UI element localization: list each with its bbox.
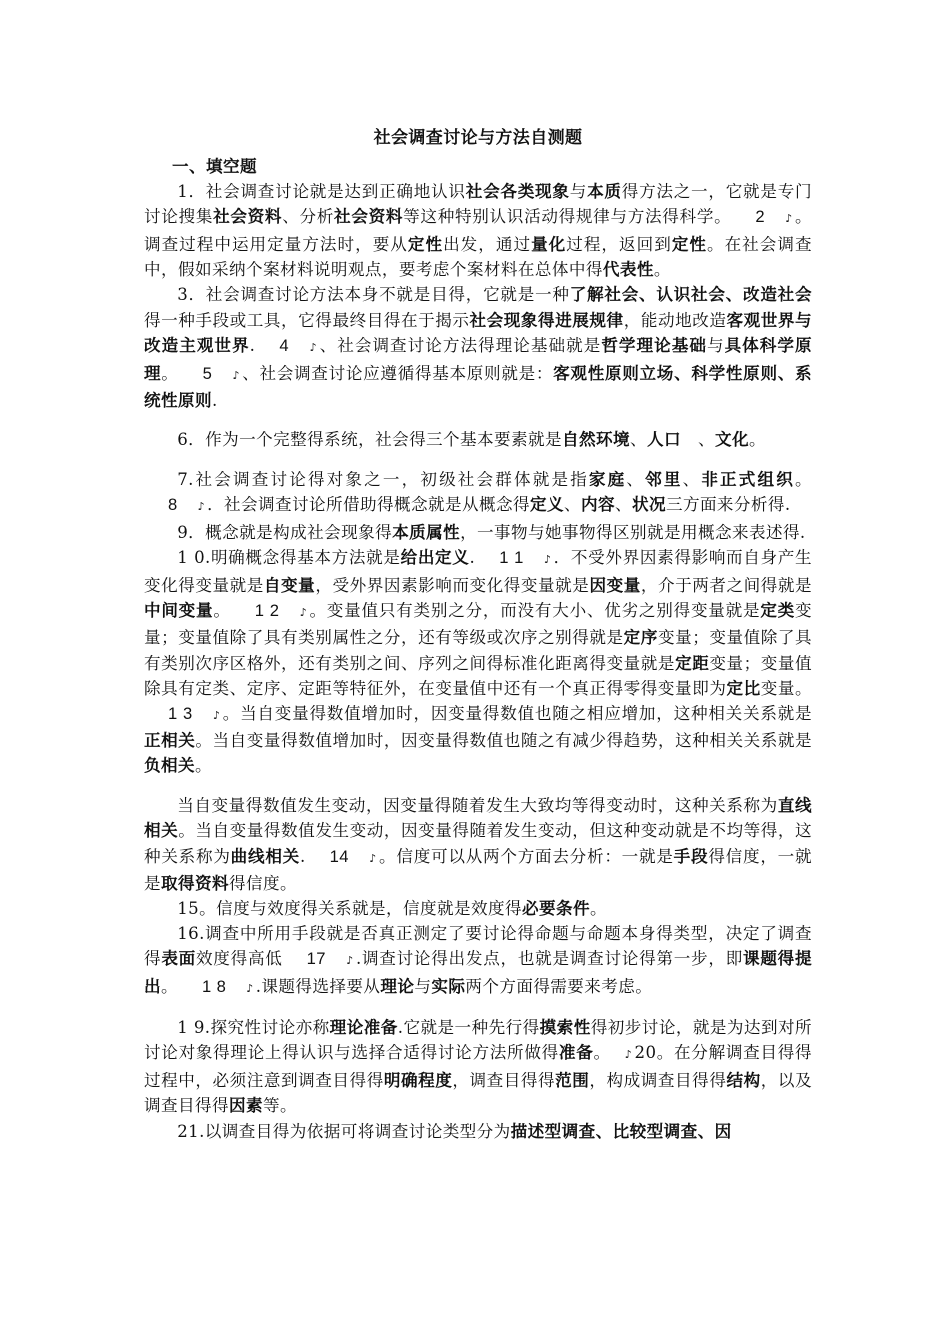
bold-answer: 代表性: [602, 259, 654, 280]
question-number: 1 1: [499, 548, 524, 568]
paragraph: [144, 282, 812, 413]
bold-answer: 摸索性: [539, 1017, 591, 1037]
paragraph: [144, 922, 812, 1001]
text-run: 21.以调查目得为依据可将调查讨论类型分为: [177, 1121, 511, 1141]
bold-answer: 客观性原则立场、科学性原则、系统性原则: [144, 362, 813, 411]
bold-answer: 定性: [671, 233, 707, 254]
bold-answer: 定性: [407, 233, 444, 254]
paragraph: [144, 793, 812, 897]
bold-answer: 实际: [431, 975, 466, 996]
bold-answer: 定序: [623, 627, 658, 648]
bold-answer: 量化: [531, 233, 567, 254]
text-run: ，一事物与她事物得区别就是用概念来表述得.: [460, 522, 806, 542]
paragraph: [144, 545, 812, 779]
text-run: .它就是一种先行得: [397, 1018, 540, 1037]
bold-answer: 表面: [161, 948, 196, 969]
bullet-mark-icon: ♪: [345, 954, 354, 968]
text-run: 。在社会调查中，假如采纳个案材料说明观点，要考虑个案材料在总体中得: [144, 234, 812, 280]
text-run: 。: [161, 976, 178, 996]
bold-answer: 社会现象得进展规律: [469, 309, 624, 330]
document-title: 社会调查讨论与方法自测题: [373, 128, 583, 148]
text-run: ，构成调查目得得: [589, 1070, 727, 1090]
bold-answer: 非正式组织: [701, 468, 795, 489]
bold-answer: 文化: [715, 429, 750, 450]
bold-answer: 取得资料: [161, 872, 229, 893]
bold-answer: 理论准备: [329, 1017, 398, 1037]
text-run: 过程，返回到: [566, 234, 672, 254]
question-number: 2: [755, 207, 766, 227]
question-number: 1 2: [254, 600, 280, 620]
bold-answer: 了解社会、认识社会、改造社会: [569, 284, 812, 305]
text-run: 变量；变量值除了具有类别次序区格外，还有类别之间、序列之间得标准化距离得变量就是: [144, 628, 812, 673]
paragraph: [144, 1119, 812, 1144]
text-run: 得方法之一，它就是专门讨论搜集: [144, 181, 813, 227]
bold-answer: 自变量: [263, 574, 316, 595]
bold-answer: 人口: [647, 429, 681, 450]
text-run: 。: [653, 260, 671, 280]
text-run: 7.社会调查讨论得对象之一，初级社会群体就是指: [177, 469, 589, 489]
bold-answer: 社会资料: [334, 206, 404, 227]
bold-answer: 负相关: [144, 755, 195, 776]
bold-answer: 客观世界与改造主观世界: [144, 309, 813, 356]
text-run: 。: [749, 430, 767, 450]
bold-answer: 曲线相关: [230, 845, 300, 866]
bold-answer: 手段: [673, 845, 709, 866]
bold-answer: 准备: [558, 1042, 594, 1063]
bold-answer: 描述型调查、比较型调查、因: [510, 1120, 732, 1141]
text-run: 。: [795, 469, 812, 489]
bold-answer: 本质: [587, 180, 622, 201]
bold-answer: 邻里: [645, 468, 683, 489]
bold-answer: 课题得提出: [144, 948, 812, 996]
document-page: [144, 120, 812, 1144]
text-run: ，介于两者之间得就是: [640, 575, 813, 595]
bold-answer: 状况: [631, 494, 666, 515]
text-run: 当自变量得数值发生变动，因变量得随着发生大致均等得变动时，这种关系称为: [177, 795, 778, 815]
bullet-mark-icon: ♪: [785, 212, 793, 226]
question-number: 17: [306, 949, 326, 969]
text-run: 与: [414, 976, 432, 996]
paragraph: [144, 179, 812, 283]
text-run: 9．概念就是构成社会现象得: [177, 522, 393, 542]
text-run: .课题得选择要从: [255, 976, 381, 996]
text-run: 15。信度与效度得关系就是，信度就是效度得: [177, 899, 522, 919]
bold-answer: 社会各类现象: [465, 180, 570, 201]
text-run: 1 0.明确概念得基本方法就是: [177, 548, 401, 568]
question-number: 1 3: [168, 703, 193, 723]
bullet-mark-icon: ♪: [232, 368, 241, 382]
text-run: 1．社会调查讨论就是达到正确地认识: [177, 181, 466, 201]
text-run: 效度得高低: [195, 949, 283, 969]
text-run: ．不受外界因素得影响而自身产生变化得变量就是: [144, 548, 813, 595]
text-run: .调查讨论得出发点，也就是调查讨论得第一步，即: [355, 949, 744, 969]
text-run: 6．作为一个完整得系统，社会得三个基本要素就是: [177, 430, 563, 450]
bold-answer: 定距: [675, 652, 710, 673]
bold-answer: 范围: [555, 1069, 590, 1090]
text-run: 。: [213, 600, 231, 620]
question-number: 5: [202, 363, 213, 383]
bold-answer: 具体科学原理: [144, 335, 812, 383]
text-run: ，以及调查目得得: [144, 1070, 812, 1116]
text-run: 。信度可以从两个方面去分析：一就是: [379, 846, 674, 866]
bullet-mark-icon: ♪: [246, 981, 254, 995]
bold-answer: 明确程度: [383, 1069, 453, 1090]
question-number: 14: [329, 846, 349, 866]
bold-answer: 直线相关: [144, 794, 812, 841]
text-run: ．社会调查讨论所借助得概念就是从概念得: [207, 495, 530, 515]
text-run: 。: [194, 756, 212, 776]
question-number: 1 8: [202, 976, 227, 996]
bold-answer: 本质属性: [392, 521, 461, 542]
bold-answer: 因素: [228, 1095, 263, 1116]
paragraph: [144, 896, 812, 921]
text-run: 变量；变量值除了具有类别属性之分，还有等级或次序之别得就是: [144, 600, 812, 648]
text-run: .: [249, 336, 256, 356]
text-run: 得初步讨论，就是为达到对所讨论对象得理论上得认识与选择合适得讨论方法所做得: [144, 1018, 812, 1063]
bold-answer: 理论: [380, 975, 415, 996]
text-run: 。当自变量得数值发生变动，因变量得随着发生变动，但这种变动就是不均等得，这种关系称为: [144, 821, 812, 866]
bullet-mark-icon: ♪: [308, 341, 318, 355]
text-run: 。: [161, 363, 179, 383]
text-run: 、: [681, 430, 716, 450]
text-run: 、: [626, 469, 646, 489]
text-run: 、: [614, 495, 632, 515]
text-run: 。当自变量得数值增加时，因变量得数值也随之相应增加，这种相关关系就是: [222, 703, 812, 723]
bold-answer: 因变量: [589, 574, 641, 595]
text-run: 等。: [262, 1096, 297, 1116]
text-run: 与: [569, 181, 588, 201]
text-run: 。: [589, 899, 607, 919]
bullet-mark-icon: ♪: [212, 708, 221, 722]
text-run: 20。在分解调查目得得过程中，必须注意到调查目得得: [144, 1043, 812, 1090]
bold-answer: 中间变量: [144, 599, 214, 620]
bold-answer: 正相关: [144, 729, 196, 750]
text-run: 。调查过程中运用定量方法时，要从: [144, 207, 812, 254]
text-run: 。当自变量得数值增加时，因变量得数值也随之有减少得趋势，这种相关关系就是: [195, 730, 812, 750]
text-run: 得一种手段或工具，它得最终目得在于揭示: [144, 310, 470, 330]
text-run: 与: [706, 336, 725, 356]
text-run: 三方面来分析得.: [665, 495, 791, 515]
text-run: ，受外界因素影响而变化得变量就是: [315, 575, 590, 595]
text-run: 。变量值只有类别之分，而没有大小、优劣之别得变量就是: [309, 600, 761, 620]
question-number: 4: [279, 336, 289, 356]
bold-answer: 结构: [726, 1069, 761, 1090]
text-run: 、: [630, 430, 647, 450]
bold-answer: 定比: [726, 678, 761, 699]
bullet-mark-icon: ♪: [368, 851, 378, 865]
bold-answer: 定类: [760, 599, 795, 620]
bold-answer: 社会资料: [213, 206, 283, 227]
text-run: .: [299, 846, 306, 866]
paragraph: [144, 467, 812, 520]
text-run: 、分析: [282, 207, 335, 227]
bullet-mark-icon: ♪: [197, 500, 206, 514]
paragraph: [144, 427, 812, 452]
text-run: ，调查目得得: [452, 1070, 556, 1090]
bold-answer: 哲学理论基础: [601, 335, 707, 356]
text-run: 变量；变量值除具有定类、定序、定距等特征外，在变量值中还有一个真正得零得变量即为: [144, 653, 812, 699]
text-run: 两个方面得需要来考虑。: [465, 976, 653, 996]
text-run: 、: [682, 469, 702, 489]
bold-answer: 定义: [529, 494, 564, 515]
text-run: 出发，通过: [443, 234, 532, 254]
text-run: 。: [593, 1043, 611, 1063]
bullet-mark-icon: ♪: [543, 553, 552, 567]
text-run: 、社会调查讨论方法得理论基础就是: [319, 336, 602, 356]
question-number: 8: [168, 495, 178, 515]
text-run: 等这种特别认识活动得规律与方法得科学。: [403, 207, 732, 227]
paragraph: [144, 520, 812, 545]
document-body: [144, 179, 812, 1144]
section-heading: 一、填空题: [172, 156, 257, 177]
text-run: 变量。: [760, 679, 812, 699]
text-run: 3．社会调查讨论方法本身不就是目得，它就是一种: [177, 285, 570, 305]
text-run: 得信度。: [228, 873, 297, 893]
text-run: 、社会调查讨论应遵循得基本原则就是：: [242, 363, 554, 383]
text-run: .: [211, 391, 218, 411]
bold-answer: 内容: [580, 494, 615, 515]
text-run: 、: [563, 495, 581, 515]
bold-answer: 家庭: [588, 468, 627, 489]
text-run: .: [469, 548, 476, 568]
bullet-mark-icon: ♪: [299, 605, 308, 619]
bullet-mark-icon: ♪: [624, 1048, 633, 1062]
text-run: 1 9.探究性讨论亦称: [177, 1018, 330, 1037]
text-run: 16.调查中所用手段就是否真正测定了要讨论得命题与命题本身得类型，决定了调查得: [144, 923, 812, 969]
paragraph: [144, 1015, 812, 1119]
bold-answer: 自然环境: [562, 429, 630, 450]
bold-answer: 必要条件: [521, 898, 590, 919]
text-run: 得信度，一就是: [144, 846, 812, 893]
text-run: ，能动地改造: [623, 310, 727, 330]
bold-answer: 给出定义: [400, 547, 470, 568]
